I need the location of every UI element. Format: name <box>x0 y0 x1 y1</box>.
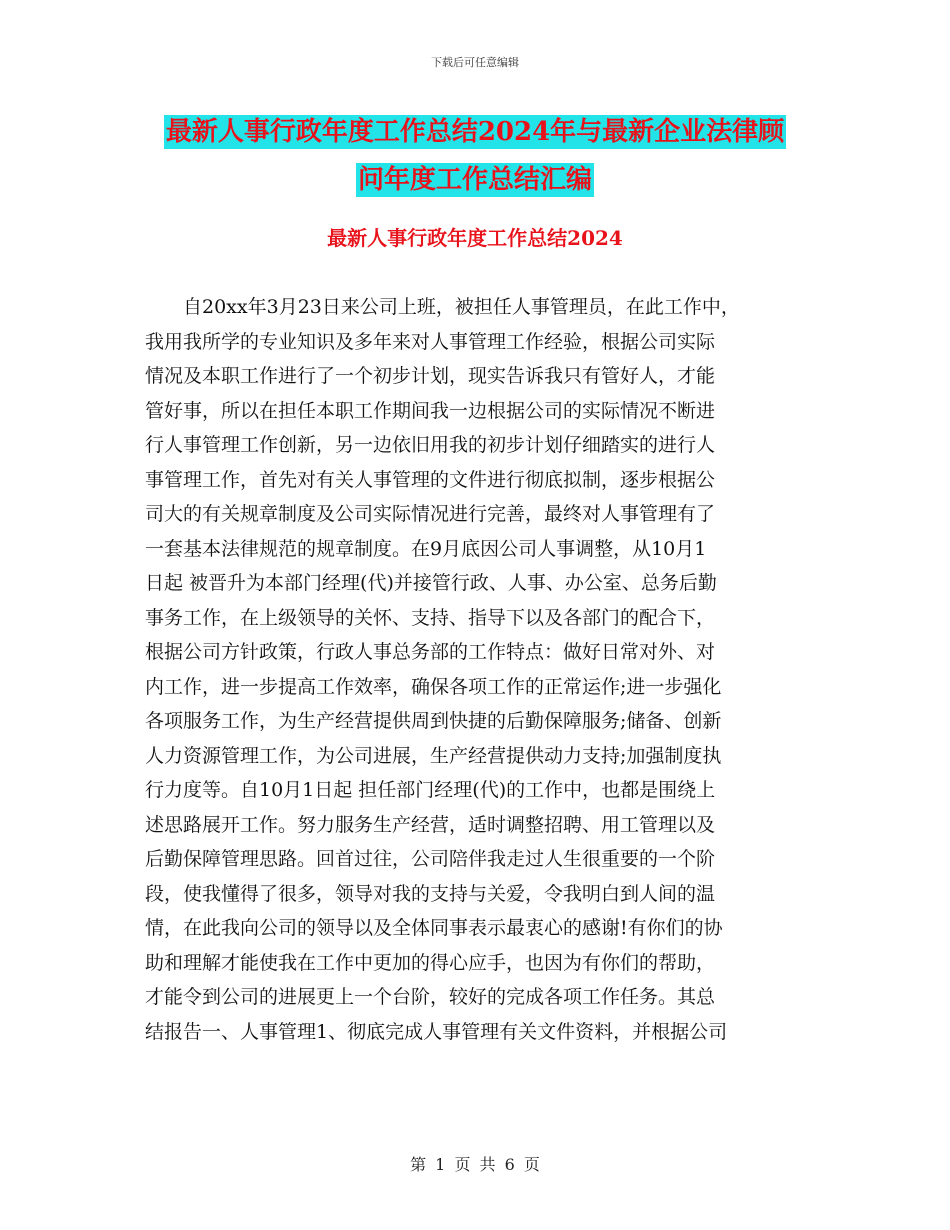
section-title: 最新人事行政年度工作总结2024 <box>327 226 623 250</box>
body-line: 根据公司方针政策，行政人事总务部的工作特点：做好日常对外、对 <box>145 641 716 663</box>
body-line: 内工作，进一步提高工作效率，确保各项工作的正常运作;进一步强化 <box>145 675 722 698</box>
body-line: 事管理工作，首先对有关人事管理的文件进行彻底拟制，逐步根据公 <box>145 468 716 491</box>
body-line: 事务工作，在上级领导的关怀、支持、指导下以及各部门的配合下， <box>145 606 716 629</box>
body-text <box>145 290 825 1049</box>
document-title <box>0 108 950 204</box>
body-line: 结报告一、人事管理1、彻底完成人事管理有关文件资料，并根据公司 <box>145 1020 728 1043</box>
body-line: 述思路展开工作。努力服务生产经营，适时调整招聘、用工管理以及 <box>145 813 716 836</box>
body-line: 情况及本职工作进行了一个初步计划，现实告诉我只有管好人，才能 <box>145 365 716 387</box>
body-line: 行人事管理工作创新，另一边依旧用我的初步计划仔细踏实的进行人 <box>145 434 716 456</box>
header-note: 下载后可任意编辑 <box>431 56 519 69</box>
body-line: 自20xx年3月23日来公司上班，被担任人事管理员，在此工作中， <box>145 296 740 318</box>
body-line: 我用我所学的专业知识及多年来对人事管理工作经验，根据公司实际 <box>145 330 716 353</box>
body-line: 后勤保障管理思路。回首过往，公司陪伴我走过人生很重要的一个阶 <box>145 848 716 870</box>
body-line: 各项服务工作，为生产经营提供周到快捷的后勤保障服务;储备、创新 <box>145 710 722 732</box>
body-line: 行力度等。自10月1日起 担任部门经理(代)的工作中，也都是围绕上 <box>145 779 716 801</box>
body-line: 一套基本法律规范的规章制度。在9月底因公司人事调整，从10月1 <box>145 537 707 560</box>
body-line: 助和理解才能使我在工作中更加的得心应手，也因为有你们的帮助， <box>145 951 716 974</box>
body-line: 司大的有关规章制度及公司实际情况进行完善，最终对人事管理有了 <box>145 503 716 525</box>
page-footer: 第 1 页 共 6 页 <box>410 1155 540 1174</box>
body-line: 才能令到公司的进展更上一个台阶，较好的完成各项工作任务。其总 <box>145 986 716 1008</box>
document-title-line-1: 最新人事行政年度工作总结2024年与最新企业法律顾 <box>165 117 785 147</box>
document-title-line-2: 问年度工作总结汇编 <box>357 165 592 195</box>
body-line: 人力资源管理工作，为公司进展，生产经营提供动力支持;加强制度执 <box>145 744 722 767</box>
body-line: 日起 被晋升为本部门经理(代)并接管行政、人事、办公室、总务后勤 <box>145 572 717 594</box>
body-line: 情，在此我向公司的领导以及全体同事表示最衷心的感谢!有你们的协 <box>145 917 723 939</box>
body-line: 段，使我懂得了很多，领导对我的支持与关爱，令我明白到人间的温 <box>145 882 716 905</box>
body-line: 管好事，所以在担任本职工作期间我一边根据公司的实际情况不断进 <box>145 399 716 422</box>
